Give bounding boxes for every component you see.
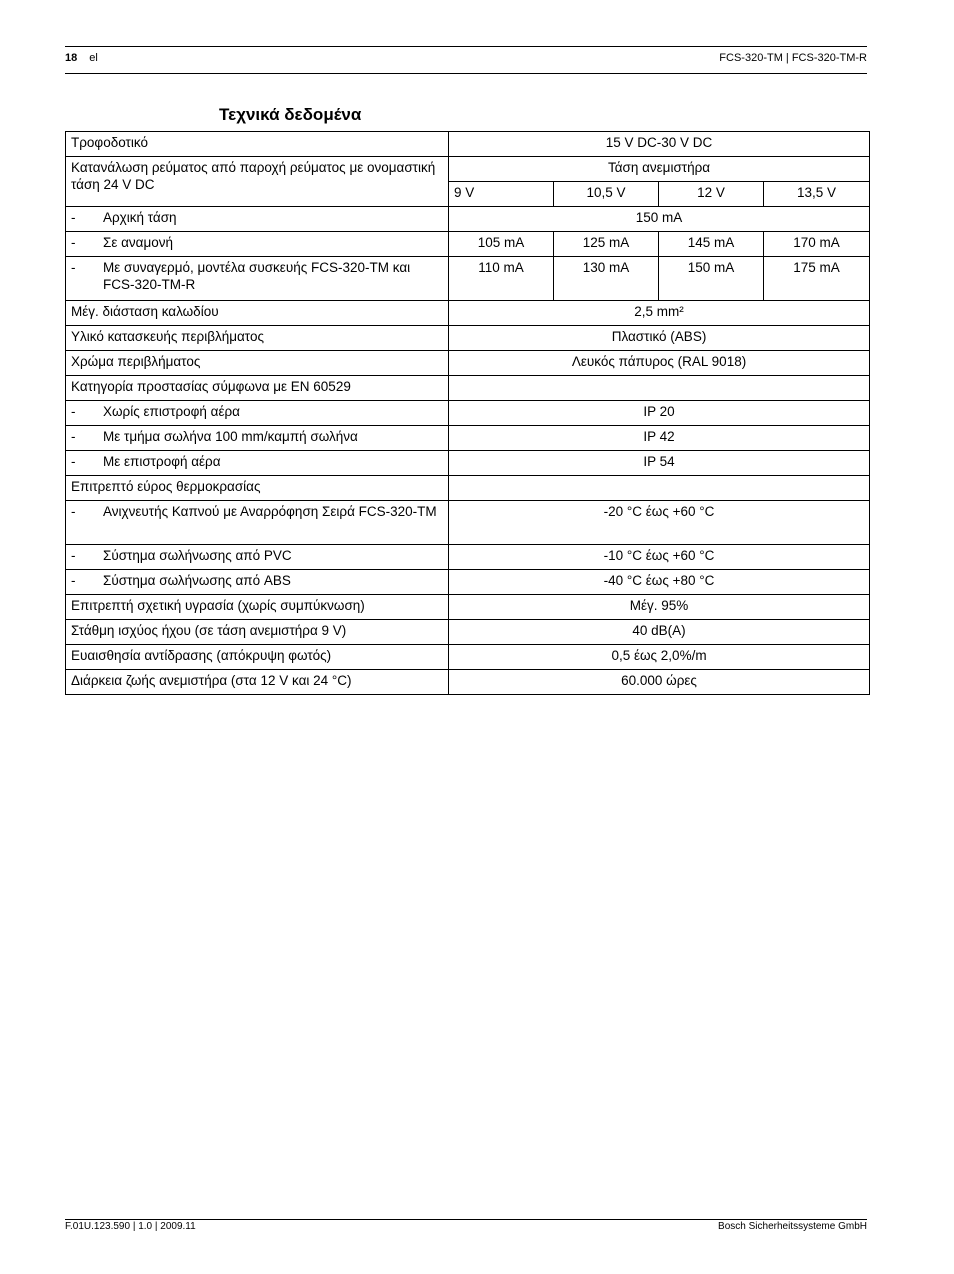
list-dash: - <box>71 504 76 519</box>
voltage-cell: 9 V <box>449 182 554 207</box>
table-row <box>66 351 870 376</box>
table-row <box>66 376 870 401</box>
row-value: 0,5 έως 2,0%/m <box>449 645 870 670</box>
row-value: 2,5 mm² <box>449 301 870 326</box>
row-label <box>66 257 449 301</box>
table-row <box>66 132 870 157</box>
table-row <box>66 620 870 645</box>
row-label: Επιτρεπτή σχετική υγρασία (χωρίς συμπύκνωση) <box>66 595 449 620</box>
current-cell: 145 mA <box>659 232 764 257</box>
row-label: Επιτρεπτό εύρος θερμοκρασίας <box>66 476 449 501</box>
sub-label: Σε αναμονή <box>103 235 174 250</box>
product-name: FCS-320-TM | FCS-320-TM-R <box>719 52 867 64</box>
row-value: 60.000 ώρες <box>449 670 870 695</box>
row-value: IP 54 <box>449 451 870 476</box>
row-label <box>66 207 449 232</box>
header-rule-bottom <box>65 73 867 74</box>
current-cell: 105 mA <box>449 232 554 257</box>
language-code: el <box>89 52 98 64</box>
table-row <box>66 326 870 351</box>
row-label: Στάθμη ισχύος ήχου (σε τάση ανεμιστήρα 9 V) <box>66 620 449 645</box>
row-value <box>449 376 870 401</box>
sub-label: Αρχική τάση <box>103 210 177 225</box>
current-cell: 170 mA <box>764 232 870 257</box>
list-dash: - <box>71 454 76 469</box>
table-row <box>66 476 870 501</box>
table-row <box>66 670 870 695</box>
row-label <box>66 545 449 570</box>
list-dash: - <box>71 260 76 275</box>
section-title: Τεχνικά δεδομένα <box>219 105 362 124</box>
row-label <box>66 501 449 545</box>
table-row <box>66 157 870 182</box>
row-label: Διάρκεια ζωής ανεμιστήρα (στα 12 V και 24 °C) <box>66 670 449 695</box>
table-row <box>66 501 870 545</box>
current-cell: 175 mA <box>764 257 870 301</box>
row-value: Πλαστικό (ABS) <box>449 326 870 351</box>
row-label <box>66 426 449 451</box>
row-label <box>66 232 449 257</box>
list-dash: - <box>71 235 76 250</box>
table-row <box>66 232 870 257</box>
page-header-left <box>65 52 98 64</box>
page-number: 18 <box>65 52 78 64</box>
sub-label: Σύστημα σωλήνωσης από PVC <box>103 548 292 563</box>
row-label: Ευαισθησία αντίδρασης (απόκρυψη φωτός) <box>66 645 449 670</box>
header-rule-top <box>65 46 867 47</box>
row-label: Μέγ. διάσταση καλωδίου <box>66 301 449 326</box>
list-dash: - <box>71 404 76 419</box>
technical-data-table <box>65 131 870 695</box>
row-label: Χρώμα περιβλήματος <box>66 351 449 376</box>
table-row <box>66 207 870 232</box>
list-dash: - <box>71 210 76 225</box>
table-row <box>66 301 870 326</box>
current-cell: 110 mA <box>449 257 554 301</box>
row-value: 40 dB(A) <box>449 620 870 645</box>
list-dash: - <box>71 429 76 444</box>
list-dash: - <box>71 573 76 588</box>
row-value <box>449 476 870 501</box>
sub-label: Σύστημα σωλήνωσης από ABS <box>103 573 291 588</box>
sub-label: Ανιχνευτής Καπνού με Αναρρόφηση Σειρά FCS-320-TM <box>103 504 437 519</box>
row-label: Υλικό κατασκευής περιβλήματος <box>66 326 449 351</box>
voltage-cell: 10,5 V <box>554 182 659 207</box>
list-dash: - <box>71 548 76 563</box>
fan-voltage-header: Τάση ανεμιστήρα <box>449 157 870 182</box>
row-value: -20 °C έως +60 °C <box>449 501 870 545</box>
table-row <box>66 426 870 451</box>
row-label <box>66 401 449 426</box>
row-label: Κατανάλωση ρεύματος από παροχή ρεύματος με ονομαστική τάση 24 V DC <box>66 157 449 207</box>
row-label <box>66 451 449 476</box>
sub-label: Με επιστροφή αέρα <box>103 454 221 469</box>
table-row <box>66 645 870 670</box>
table-row <box>66 545 870 570</box>
row-value: IP 20 <box>449 401 870 426</box>
footer-rule <box>65 1219 867 1220</box>
current-cell: 125 mA <box>554 232 659 257</box>
sub-label: Χωρίς επιστροφή αέρα <box>103 404 240 419</box>
voltage-cell: 12 V <box>659 182 764 207</box>
row-value: -40 °C έως +80 °C <box>449 570 870 595</box>
sub-label: Με συναγερμό, μοντέλα συσκευής FCS-320-TM και FCS-320-TM-R <box>103 260 411 292</box>
row-value: -10 °C έως +60 °C <box>449 545 870 570</box>
row-value: IP 42 <box>449 426 870 451</box>
current-cell: 150 mA <box>659 257 764 301</box>
row-value: Λευκός πάπυρος (RAL 9018) <box>449 351 870 376</box>
row-value: Μέγ. 95% <box>449 595 870 620</box>
sub-label: Με τμήμα σωλήνα 100 mm/καμπή σωλήνα <box>103 429 358 444</box>
table-row <box>66 401 870 426</box>
row-label: Τροφοδοτικό <box>66 132 449 157</box>
row-label <box>66 570 449 595</box>
table-row <box>66 595 870 620</box>
company-name: Bosch Sicherheitssysteme GmbH <box>718 1221 867 1232</box>
table-row <box>66 257 870 301</box>
table-row <box>66 451 870 476</box>
document-id: F.01U.123.590 | 1.0 | 2009.11 <box>65 1221 196 1232</box>
row-label: Κατηγορία προστασίας σύμφωνα με EN 60529 <box>66 376 449 401</box>
table-row <box>66 570 870 595</box>
current-cell: 130 mA <box>554 257 659 301</box>
row-value: 15 V DC-30 V DC <box>449 132 870 157</box>
row-value: 150 mA <box>449 207 870 232</box>
voltage-cell: 13,5 V <box>764 182 870 207</box>
